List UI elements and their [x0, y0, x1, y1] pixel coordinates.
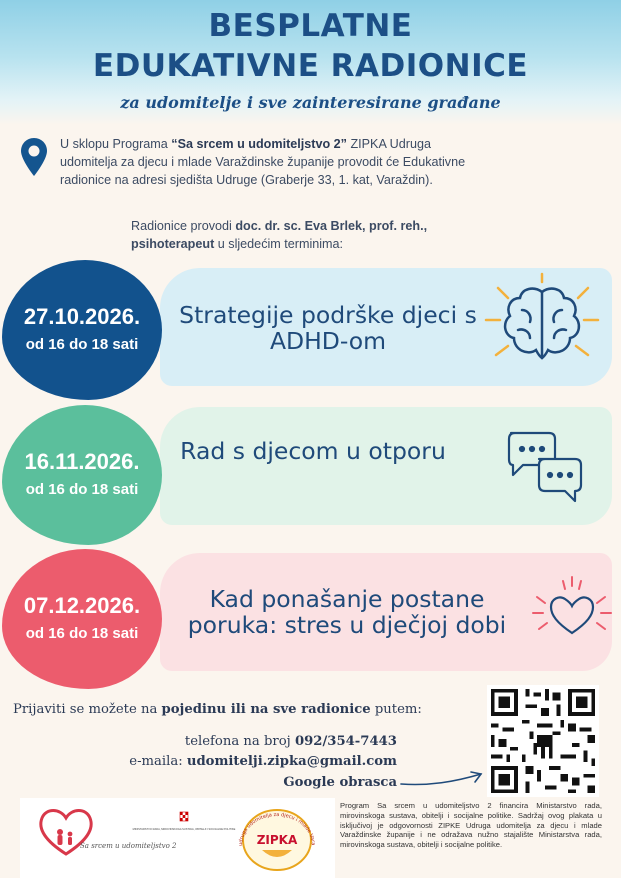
program-name: “Sa srcem u udomiteljstvo 2”	[171, 137, 347, 151]
lead-text: Radionice provodi	[131, 219, 236, 233]
workshop-date: 27.10.2026.	[23, 304, 141, 329]
email-address[interactable]: udomitelji.zipka@gmail.com	[186, 754, 397, 769]
location-pin-icon	[20, 137, 48, 177]
workshop-title-2: Rad s djecom u otporu	[180, 437, 446, 465]
heart-icon	[527, 573, 617, 648]
workshop-date: 16.11.2026.	[24, 449, 140, 474]
logo2-text: MINISTARSTVO RADA, MIROVINSKOGA SUSTAVA, OBITELJI I SOCIJALNE POLITIKE	[132, 828, 236, 831]
qr-code[interactable]	[487, 685, 599, 797]
logo1-text: Sa srcem u udomiteljstvo 2	[80, 842, 177, 850]
email-label: e-maila:	[129, 754, 187, 769]
email-line	[129, 754, 397, 769]
workshop-time: od 16 do 18 sati	[25, 336, 139, 353]
workshop-time: od 16 do 18 sati	[25, 481, 139, 498]
intro-text-2: ZIPKA Udruga udomitelja za djecu i mlade Varaždinske županije provodit će Edukativne radionice na adresi sjedišta Udruge (Graberje 33, 1. kat, Varaždin).	[60, 137, 466, 187]
intro-paragraph	[60, 135, 480, 189]
sa-srcem-logo	[36, 804, 177, 866]
lead-name: doc. dr. sc. Eva Brlek, prof. reh., psihoterapeut	[131, 219, 428, 251]
subtitle: za udomitelje i sve zainteresirane građane	[120, 93, 501, 112]
title-line-2: EDUKATIVNE RADIONICE	[92, 48, 529, 84]
google-form-label: Google obrasca	[283, 775, 397, 790]
zipka-logo	[228, 800, 326, 874]
intro-text-1: U sklopu Programa	[60, 137, 172, 151]
workshop-date-badge-3	[2, 549, 162, 689]
phone-number[interactable]: 092/354-7443	[294, 734, 397, 749]
workshop-date: 07.12.2026.	[23, 593, 141, 618]
registration-intro	[13, 702, 422, 717]
brain-icon	[478, 270, 608, 380]
phone-label: telefona na broj	[184, 734, 295, 749]
logo3-text: ZIPKA	[256, 833, 298, 847]
title-line-1: BESPLATNE	[208, 8, 413, 44]
registration-text-c: putem:	[370, 702, 422, 717]
workshop-title-3: Kad ponašanje postane poruka: stres u dječjoj dobi	[187, 585, 507, 639]
chat-bubbles-icon	[505, 425, 585, 505]
arrow-right-icon	[399, 768, 487, 790]
registration-text-a: Prijaviti se možete na	[13, 702, 162, 717]
phone-line	[185, 734, 397, 749]
workshop-time: od 16 do 18 sati	[25, 625, 139, 642]
registration-text-b: pojedinu ili na sve radionice	[161, 702, 371, 717]
workshop-date-badge-1	[2, 260, 162, 400]
workshop-title-1: Strategije podrške djeci s ADHD-om	[179, 301, 477, 355]
funding-disclaimer: Program Sa srcem u udomiteljstvo 2 financira Ministarstvo rada, mirovinskoga sustava, obitelji i socijalne politike. Sadržaj ovog plakata u isključivoj je odgovornosti ZIPKE Udruga udomitelja za djecu i mlade Varaždinske županije i ne odražava nužno stajalište Ministarstva rada, mirovinskoga sustava, obitelji i socijalne politike.	[340, 801, 602, 850]
ministry-logo	[132, 810, 236, 854]
logo3-ring-text: udruga udomitelja za djecu i mlade Vara	[237, 811, 317, 847]
lead-paragraph	[131, 217, 491, 253]
workshop-date-badge-2	[2, 405, 162, 545]
lead-rest: u sljedećim terminima:	[214, 237, 344, 251]
